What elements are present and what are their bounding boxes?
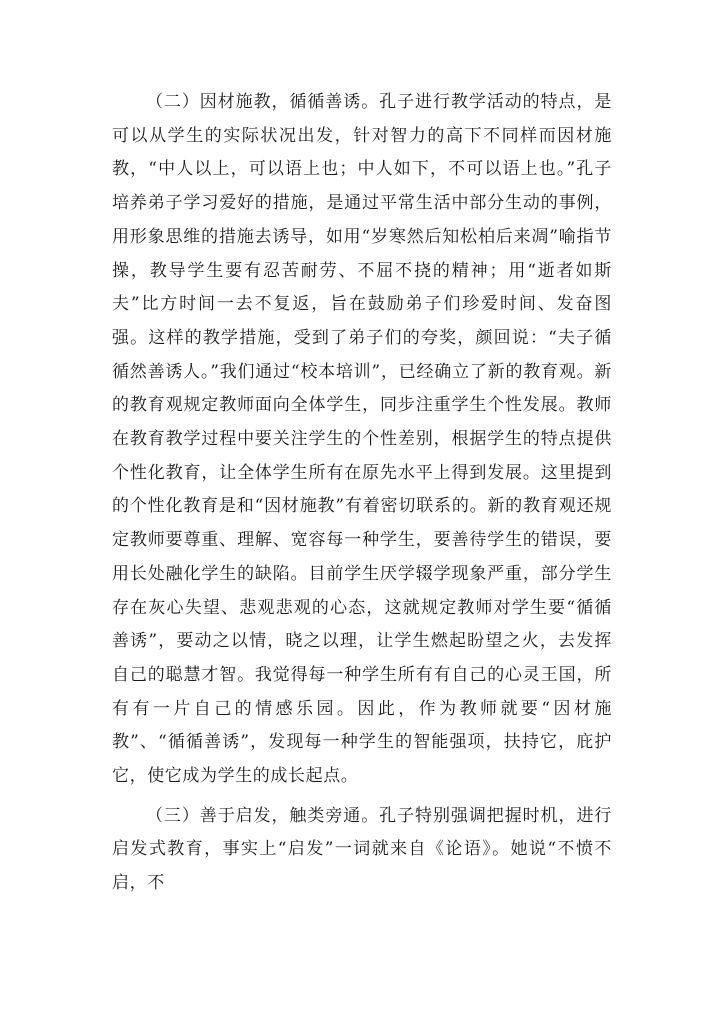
paragraph-good-at-inspiring: （三）善于启发，触类旁通。孔子特别强调把握时机，进行启发式教育，事实上“启发”一词就来自《论语》。她说“不愤不启，不 bbox=[112, 805, 612, 894]
document-body bbox=[112, 86, 612, 901]
paragraph-teaching-according-to-aptitude: （二）因材施教，循循善诱。孔子进行教学活动的特点，是可以从学生的实际状况出发，针对智力的高下不同样而因材施教，“中人以上，可以语上也；中人如下，不可以语上也。”孔子培养弟子学习爱好的措施，是通过平常生活中部分生动的事例，用形象思维的措施去诱导，如用“岁寒然后知松柏后来凋”喻指节操，教导学生要有忍苦耐劳、不屈不挠的精神；用“逝者如斯夫”比方时间一去不复返，旨在鼓励弟子们珍爱时间、发奋图强。这样的教学措施，受到了弟子们的夸奖，颜回说：“夫子循循然善诱人。”我们通过“校本培训”，已经确立了新的教育观。新的教育观规定教师面向全体学生，同步注重学生个性发展。教师在教育教学过程中要关注学生的个性差别，根据学生的特点提供个性化教育，让全体学生所有在原先水平上得到发展。这里提到的个性化教育是和“因材施教”有着密切联系的。新的教育观还规定教师要尊重、理解、宽容每一种学生，要善待学生的错误，要用长处融化学生的缺陷。目前学生厌学辍学现象严重，部分学生存在灰心失望、悲观悲观的心态，这就规定教师对学生要“循循善诱”，要动之以情，晓之以理，让学生燃起盼望之火，去发挥自己的聪慧才智。我觉得每一种学生所有有自己的心灵王国，所有有一片自己的情感乐园。因此，作为教师就要“因材施教”、“循循善诱”，发现每一种学生的智能强项，扶持它，庇护它，使它成为学生的成长起点。 bbox=[112, 92, 612, 787]
